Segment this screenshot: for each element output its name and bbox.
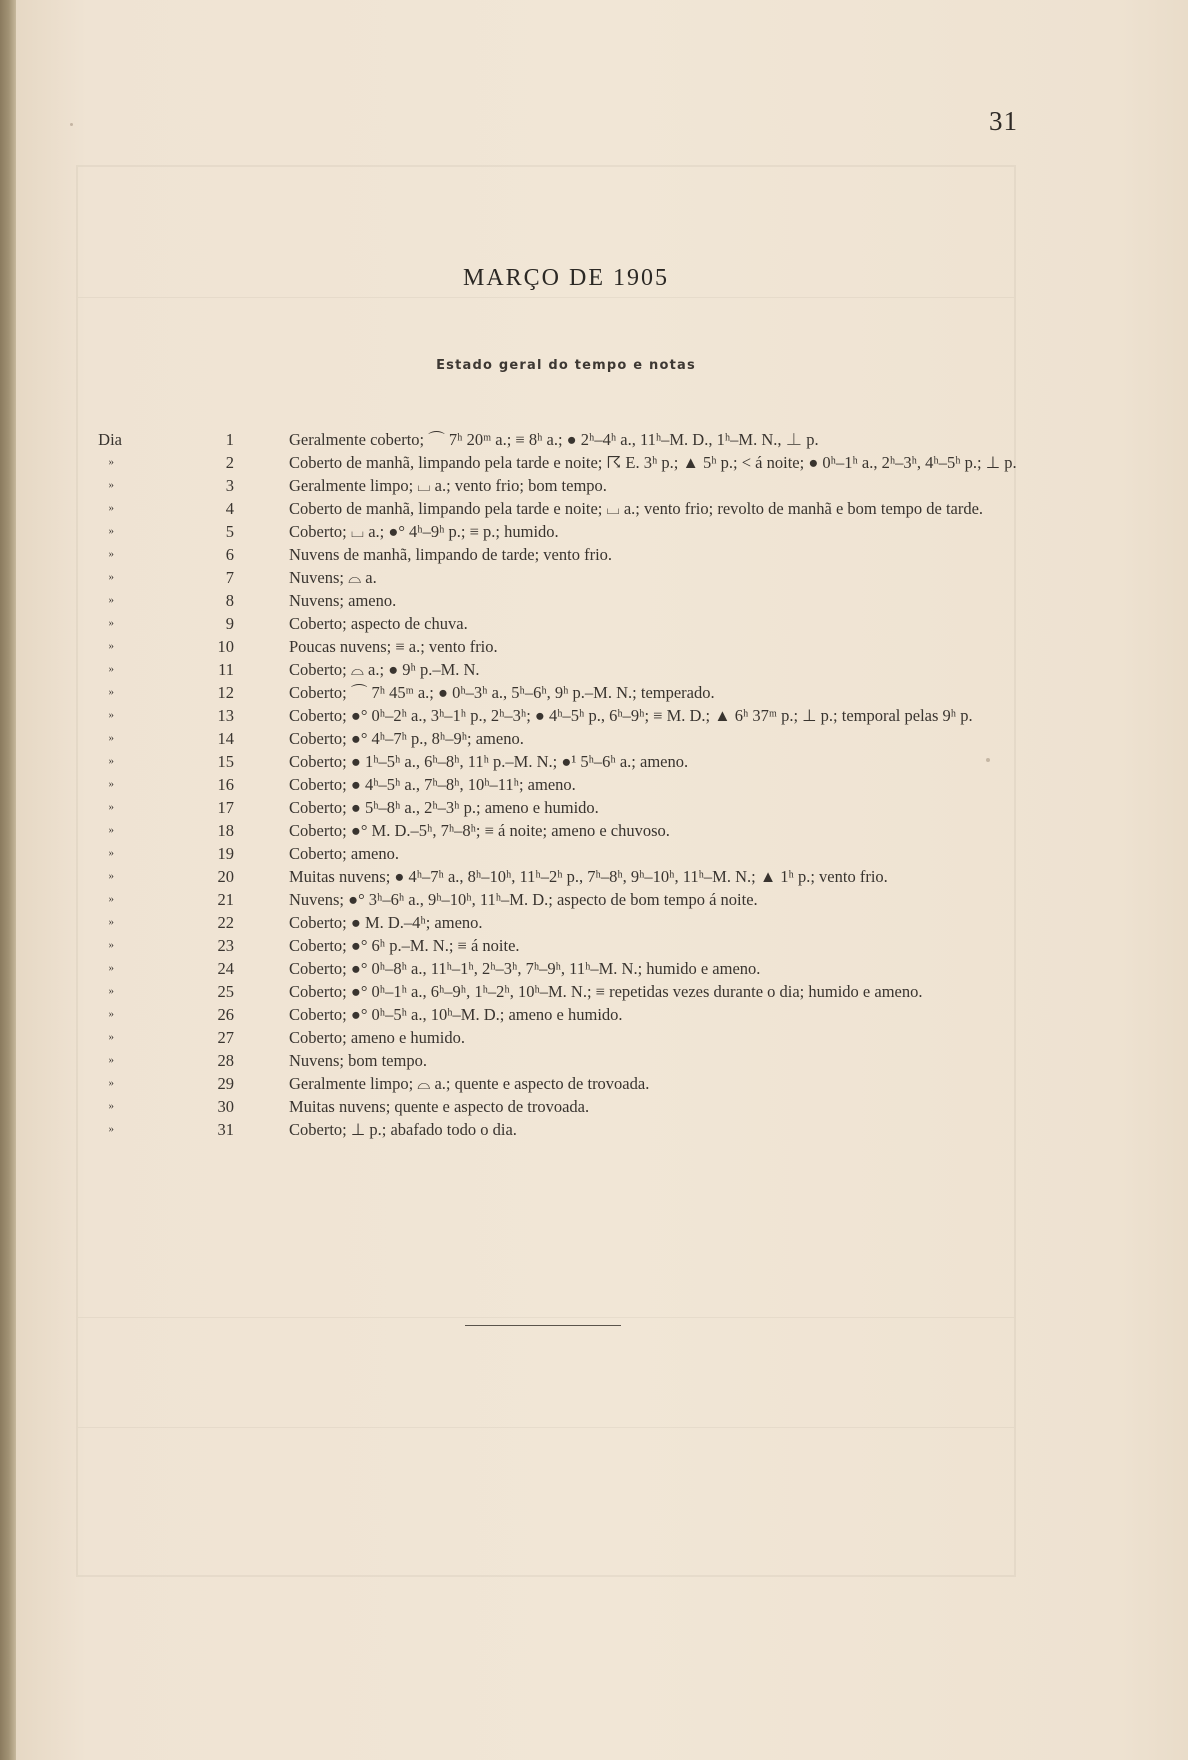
- ditto-mark: »: [108, 456, 114, 468]
- ditto-mark: »: [108, 640, 114, 652]
- entry-day-number: 26: [217, 1005, 234, 1024]
- entry-row: [72, 658, 1072, 681]
- paper-speck: [70, 123, 73, 126]
- entry-weather-note: Coberto; ● M. D.–4ʰ; ameno.: [289, 913, 483, 932]
- page-number: 31: [989, 106, 1018, 136]
- entry-row: [72, 704, 1072, 727]
- entry-weather-note: Coberto; ⌴ a.; ●° 4ʰ–9ʰ p.; ≡ p.; humido.: [289, 522, 559, 541]
- binding-edge: [0, 0, 16, 1760]
- entry-day-number: 14: [217, 729, 234, 748]
- ditto-mark: »: [108, 824, 114, 836]
- entry-weather-note: Geralmente limpo; ⌴ a.; vento frio; bom tempo.: [289, 476, 607, 495]
- entry-day-number: 20: [217, 867, 234, 886]
- entry-weather-note: Coberto de manhã, limpando pela tarde e noite; ☈ E. 3ʰ p.; ▲ 5ʰ p.; < á noite; ● 0ʰ–1ʰ a., 2ʰ–3ʰ, 4ʰ–5ʰ p.; ⊥ p.: [289, 453, 1017, 472]
- entry-row: [72, 681, 1072, 704]
- entry-day-number: 6: [225, 545, 234, 564]
- entry-row: [72, 612, 1072, 635]
- entry-weather-note: Coberto; ●° 0ʰ–1ʰ a., 6ʰ–9ʰ, 1ʰ–2ʰ, 10ʰ–M. N.; ≡ repetidas vezes durante o dia; humido e ameno.: [289, 982, 923, 1001]
- show-through-rule: [78, 297, 1014, 298]
- entry-row: [72, 1049, 1072, 1072]
- entry-weather-note: Coberto; ●° 0ʰ–5ʰ a., 10ʰ–M. D.; ameno e humido.: [289, 1005, 623, 1024]
- page: [16, 0, 1188, 1760]
- show-through-rule: [78, 1427, 1014, 1428]
- ditto-mark: »: [108, 893, 114, 905]
- entry-day-number: 28: [217, 1051, 234, 1070]
- section-subtitle: Estado geral do tempo e notas: [436, 358, 696, 373]
- entry-weather-note: Coberto; ⌒ 7ʰ 45ᵐ a.; ● 0ʰ–3ʰ a., 5ʰ–6ʰ, 9ʰ p.–M. N.; temperado.: [289, 683, 715, 702]
- entry-day-number: 3: [225, 476, 234, 495]
- ditto-mark: »: [108, 847, 114, 859]
- entry-row: [72, 727, 1072, 750]
- ditto-mark: »: [108, 1100, 114, 1112]
- entry-row: [72, 865, 1072, 888]
- ditto-mark: »: [108, 755, 114, 767]
- entry-row: [72, 451, 1072, 474]
- ditto-mark: »: [108, 1008, 114, 1020]
- entry-row: [72, 428, 1072, 451]
- entry-row: [72, 543, 1072, 566]
- entry-day-number: 25: [217, 982, 234, 1001]
- entry-row: [72, 520, 1072, 543]
- entry-row: [72, 911, 1072, 934]
- entry-weather-note: Nuvens de manhã, limpando de tarde; vento frio.: [289, 545, 613, 564]
- entry-weather-note: Coberto; ⌓ a.; ● 9ʰ p.–M. N.: [289, 660, 480, 679]
- entry-day-number: 15: [217, 752, 234, 771]
- ditto-mark: »: [108, 1054, 114, 1066]
- entry-row: [72, 1003, 1072, 1026]
- entry-day-number: 2: [225, 453, 234, 472]
- entry-weather-note: Coberto; ●° 0ʰ–8ʰ a., 11ʰ–1ʰ, 2ʰ–3ʰ, 7ʰ–9ʰ, 11ʰ–M. N.; humido e ameno.: [289, 959, 761, 978]
- entry-row: [72, 957, 1072, 980]
- ditto-mark: »: [108, 870, 114, 882]
- entry-weather-note: Coberto; ⊥ p.; abafado todo o dia.: [289, 1120, 517, 1139]
- ditto-mark: »: [108, 916, 114, 928]
- ditto-mark: »: [108, 939, 114, 951]
- entry-weather-note: Geralmente limpo; ⌓ a.; quente e aspecto de trovoada.: [289, 1074, 650, 1093]
- entry-day-number: 13: [217, 706, 234, 725]
- entry-row: [72, 842, 1072, 865]
- entry-row: [72, 635, 1072, 658]
- entry-day-number: 5: [225, 522, 234, 541]
- ditto-mark: »: [108, 571, 114, 583]
- ditto-mark: »: [108, 732, 114, 744]
- entry-day-number: 29: [217, 1074, 234, 1093]
- entry-weather-note: Geralmente coberto; ⌒ 7ʰ 20ᵐ a.; ≡ 8ʰ a.; ● 2ʰ–4ʰ a., 11ʰ–M. D., 1ʰ–M. N., ⊥ p.: [289, 430, 819, 449]
- entry-weather-note: Nuvens; bom tempo.: [289, 1051, 427, 1070]
- entry-row: [72, 1095, 1072, 1118]
- entry-day-number: 9: [225, 614, 234, 633]
- entry-weather-note: Nuvens; ●° 3ʰ–6ʰ a., 9ʰ–10ʰ, 11ʰ–M. D.; aspecto de bom tempo á noite.: [289, 890, 758, 909]
- entry-day-number: 8: [225, 591, 234, 610]
- ditto-mark: »: [108, 663, 114, 675]
- entry-day-number: 21: [217, 890, 234, 909]
- show-through-rule: [78, 1317, 1014, 1318]
- entry-day-number: 19: [217, 844, 234, 863]
- entry-day-number: 22: [217, 913, 234, 932]
- ditto-mark: »: [108, 502, 114, 514]
- ditto-mark: »: [108, 617, 114, 629]
- entry-weather-note: Muitas nuvens; quente e aspecto de trovoada.: [289, 1097, 590, 1116]
- entry-weather-note: Coberto; ameno.: [289, 844, 399, 863]
- ditto-mark: »: [108, 525, 114, 537]
- closing-rule: [465, 1325, 621, 1326]
- entry-day-number: 7: [225, 568, 234, 587]
- entry-row: [72, 796, 1072, 819]
- ditto-mark: »: [108, 801, 114, 813]
- entry-day-number: 17: [217, 798, 234, 817]
- entry-weather-note: Coberto; ●° 4ʰ–7ʰ p., 8ʰ–9ʰ; ameno.: [289, 729, 524, 748]
- entry-day-number: 27: [217, 1028, 234, 1047]
- entry-day-number: 18: [217, 821, 234, 840]
- entry-day-number: 4: [225, 499, 234, 518]
- page-title: MARÇO DE 1905: [462, 265, 669, 291]
- entry-day-number: 23: [217, 936, 234, 955]
- ditto-mark: »: [108, 1123, 114, 1135]
- ditto-mark: »: [108, 548, 114, 560]
- entry-row: [72, 819, 1072, 842]
- entry-weather-note: Coberto; ● 4ʰ–5ʰ a., 7ʰ–8ʰ, 10ʰ–11ʰ; ameno.: [289, 775, 576, 794]
- entry-day-number: 30: [217, 1097, 234, 1116]
- entry-row: [72, 474, 1072, 497]
- entry-day-number: 11: [218, 660, 234, 679]
- entry-row: [72, 934, 1072, 957]
- entry-weather-note: Coberto; ameno e humido.: [289, 1028, 465, 1047]
- entry-day-number: 1: [225, 430, 234, 449]
- entry-weather-note: Coberto; ●° 6ʰ p.–M. N.; ≡ á noite.: [289, 936, 520, 955]
- entry-row: [72, 1118, 1072, 1141]
- entry-day-number: 10: [217, 637, 234, 656]
- entry-weather-note: Nuvens; ameno.: [289, 591, 397, 610]
- paper-speck: [986, 758, 990, 762]
- entry-row: [72, 589, 1072, 612]
- entry-weather-note: Muitas nuvens; ● 4ʰ–7ʰ a., 8ʰ–10ʰ, 11ʰ–2ʰ p., 7ʰ–8ʰ, 9ʰ–10ʰ, 11ʰ–M. N.; ▲ 1ʰ p.; vento frio.: [289, 867, 888, 886]
- entry-row: [72, 888, 1072, 911]
- entry-day-number: 31: [217, 1120, 234, 1139]
- entry-row: [72, 1026, 1072, 1049]
- entry-weather-note: Coberto de manhã, limpando pela tarde e noite; ⌴ a.; vento frio; revolto de manhã e bom tempo de tarde.: [289, 499, 984, 518]
- ditto-mark: »: [108, 1031, 114, 1043]
- entry-row: [72, 566, 1072, 589]
- ditto-mark: »: [108, 985, 114, 997]
- entry-weather-note: Coberto; ● 1ʰ–5ʰ a., 6ʰ–8ʰ, 11ʰ p.–M. N.; ●¹ 5ʰ–6ʰ a.; ameno.: [289, 752, 689, 771]
- ditto-mark: »: [108, 594, 114, 606]
- entry-label-dia: Dia: [98, 430, 122, 449]
- ditto-mark: »: [108, 479, 114, 491]
- entry-weather-note: Nuvens; ⌓ a.: [289, 568, 377, 587]
- entry-row: [72, 497, 1072, 520]
- ditto-mark: »: [108, 1077, 114, 1089]
- ditto-mark: »: [108, 686, 114, 698]
- entry-weather-note: Coberto; ●° 0ʰ–2ʰ a., 3ʰ–1ʰ p., 2ʰ–3ʰ; ● 4ʰ–5ʰ p., 6ʰ–9ʰ; ≡ M. D.; ▲ 6ʰ 37ᵐ p.; ⊥ p.; temporal pelas 9ʰ p.: [289, 706, 973, 725]
- entry-day-number: 24: [217, 959, 234, 978]
- entry-weather-note: Coberto; ●° M. D.–5ʰ, 7ʰ–8ʰ; ≡ á noite; ameno e chuvoso.: [289, 821, 670, 840]
- entry-row: [72, 750, 1072, 773]
- ditto-mark: »: [108, 778, 114, 790]
- entry-row: [72, 1072, 1072, 1095]
- entry-row: [72, 980, 1072, 1003]
- entry-row: [72, 773, 1072, 796]
- ditto-mark: »: [108, 962, 114, 974]
- ditto-mark: »: [108, 709, 114, 721]
- entry-day-number: 12: [217, 683, 234, 702]
- entry-weather-note: Coberto; aspecto de chuva.: [289, 614, 468, 633]
- entry-day-number: 16: [217, 775, 234, 794]
- entry-weather-note: Poucas nuvens; ≡ a.; vento frio.: [289, 637, 498, 656]
- weather-entries: [72, 428, 1072, 1141]
- entry-weather-note: Coberto; ● 5ʰ–8ʰ a., 2ʰ–3ʰ p.; ameno e humido.: [289, 798, 599, 817]
